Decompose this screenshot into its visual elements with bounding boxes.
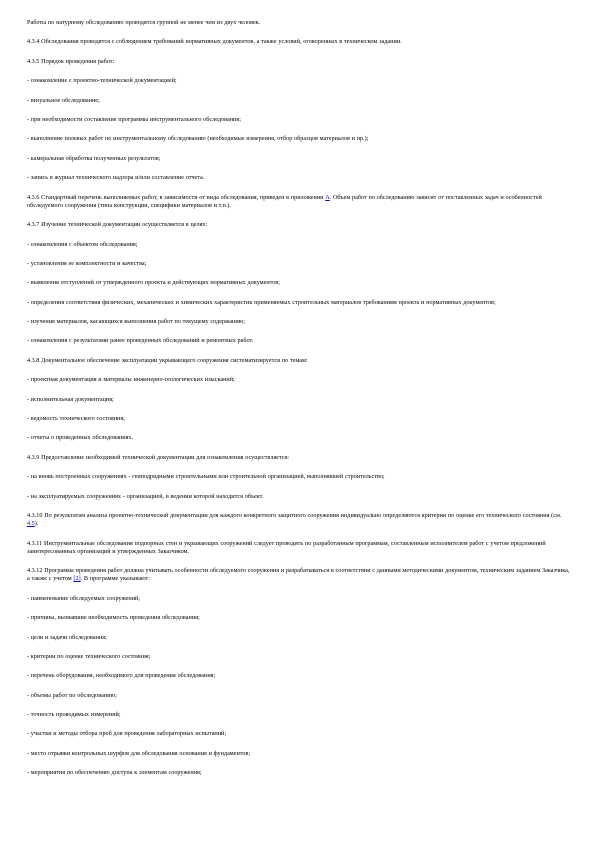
paragraph-text: - перечень оборудования, необходимого для проведения обследования; (27, 672, 216, 680)
paragraph-text: - цели и задачи обследования; (27, 633, 107, 641)
reference-link[interactable]: [2] (73, 575, 81, 583)
paragraph-text: - выполнение полевых работ по инструментальному обследованию (необходимые измерения, отбор образцов материалов и пр.); (27, 135, 369, 143)
paragraph-text: - визуальное обследование; (27, 96, 100, 104)
paragraph-text: - ознакомления с объектом обследования; (27, 240, 138, 248)
paragraph-text: - изучения материалов, касающихся выполнения работ по текущему содержанию; (27, 318, 246, 326)
paragraph (27, 493, 573, 501)
paragraph (27, 77, 573, 85)
paragraph (27, 337, 573, 345)
paragraph (27, 135, 573, 143)
paragraph (27, 396, 573, 404)
paragraph (27, 260, 573, 268)
paragraph-text: - определения соответствия физических, механических и химических характеристик применяемых строительных материалов требованиям проекта и нормативных документов; (27, 298, 496, 306)
paragraph-text: Работы по натурному обследованию проводятся группой не менее чем из двух человек. (27, 19, 261, 26)
paragraph (27, 769, 573, 777)
paragraph (27, 672, 573, 680)
paragraph (27, 634, 573, 642)
paragraph (27, 97, 573, 105)
paragraph-text: 4.3.8 Документальное обеспечение эксплуатации укрывающего сооружения систематизируется по темам: (27, 356, 308, 364)
paragraph-text: - исполнительная документация; (27, 395, 114, 403)
paragraph-text: - при необходимости составление программы инструментального обследования; (27, 115, 241, 123)
reference-link[interactable]: 4.5 (27, 520, 35, 528)
paragraph-text: - установления ее комплектности и качества; (27, 259, 147, 267)
paragraph (27, 318, 573, 326)
paragraph-text: 4.3.7 Изучение технической документации осуществляется в целях: (27, 221, 208, 229)
paragraph-text: 4.3.6 Стандартный перечень выполняемых работ, в зависимости от вида обследования, приведен в приложении (27, 193, 326, 201)
paragraph-text: 4.3.5 Порядок проведения работ: (27, 57, 115, 65)
paragraph-text: - отчеты о проведенных обследованиях. (27, 434, 134, 442)
paragraph (27, 454, 573, 462)
paragraph (27, 692, 573, 700)
paragraph (27, 376, 573, 384)
paragraph-text: - на эксплуатируемых сооружениях - организацией, в ведении которой находится объект. (27, 492, 264, 500)
paragraph-text-after-link: . Объем работ по обследованию зависит от поставленных задач и особенностей обследуемого сооружения (типа конструкции, специфики материалов и т.п.). (27, 193, 542, 209)
paragraph-text: - точность проводимых измерений; (27, 711, 121, 719)
paragraph-text: - мероприятия по обеспечению доступа к элементам сооружения; (27, 769, 202, 777)
paragraph (27, 155, 573, 163)
paragraph (27, 58, 573, 66)
paragraph-text-after-link: . В программе указывают: (80, 575, 150, 583)
paragraph-text: - запись в журнал технического надзора и/или составление отчета. (27, 174, 205, 182)
paragraph-text: - на вновь построенных сооружениях - генподрядными строительными или строительной организацией, выполнявшей строительство; (27, 473, 385, 481)
paragraph (27, 567, 573, 583)
paragraph-text: 4.3.11 Инструментальные обследования подпорных стен и укрывающих сооружений следует проводить по разработанным программам, составленным исполнителем работ с учетом предложений заинтересованных организаций и утвержденных Заказчиком. (27, 539, 546, 555)
paragraph (27, 614, 573, 622)
paragraph (27, 116, 573, 124)
paragraph-text: - камеральная обработка полученных результатов; (27, 154, 161, 162)
paragraph-text: - проектная документация и материалы инженерно-геологических изысканий; (27, 376, 235, 384)
paragraph (27, 711, 573, 719)
paragraph (27, 434, 573, 442)
paragraph (27, 595, 573, 603)
paragraph-text: - ознакомления с результатами ранее проведенных обследований и ремонтных работ. (27, 337, 254, 345)
paragraph (27, 730, 573, 738)
paragraph-text: 4.3.4 Обследования проводятся с соблюдением требований нормативных документов, а также условий, оговоренных в техническом задании. (27, 38, 402, 46)
paragraph-text: - объемы работ по обследованию; (27, 691, 117, 699)
paragraph (27, 279, 573, 287)
paragraph-text: 4.3.9 Предоставление необходимой технической документации для ознакомления осуществляется: (27, 453, 289, 461)
paragraph (27, 750, 573, 758)
paragraph-text: - ознакомление с проектно-технической документацией; (27, 77, 177, 85)
paragraph (27, 653, 573, 661)
paragraph-text: - критерии по оценке технического состояния; (27, 652, 151, 660)
paragraph-text: - наименование обследуемых сооружений; (27, 594, 141, 602)
paragraph (27, 415, 573, 423)
paragraph-text: 4.3.10 По результатам анализа проектно-технической документации для каждого конкретного защитного сооружения индивидуально определяются критерии по оценке его технического состояния (см. (27, 511, 562, 519)
paragraph (27, 194, 573, 210)
paragraph (27, 38, 573, 46)
paragraph-text: 4.3.12 Программа проведения работ должна учитывать особенности обследуемого сооружения и разрабатываться в соответствии с данными методическими документом, техническим заданием Заказчика, а также с учетом (27, 567, 570, 583)
paragraph-text: - место отрывки контрольных шурфов для обследования основания и фундаментов; (27, 749, 251, 757)
paragraph (27, 540, 573, 556)
paragraph-text: - причины, вызвавшие необходимость проведения обследования; (27, 614, 200, 622)
paragraph (27, 221, 573, 229)
paragraph-text: - выявления отступлений от утвержденного проекта и действующих нормативных документов; (27, 279, 280, 287)
paragraph (27, 241, 573, 249)
paragraph (27, 512, 573, 528)
reference-link[interactable]: А (325, 193, 330, 201)
paragraph-text: - участки и методы отбора проб для проведения лабораторных испытаний; (27, 730, 227, 738)
paragraph (27, 174, 573, 182)
paragraph-text-after-link: ). (34, 520, 39, 528)
paragraph (27, 19, 573, 27)
paragraph (27, 299, 573, 307)
paragraph (27, 473, 573, 481)
paragraph (27, 357, 573, 365)
paragraph-text: - ведомость технического состояния; (27, 415, 125, 423)
